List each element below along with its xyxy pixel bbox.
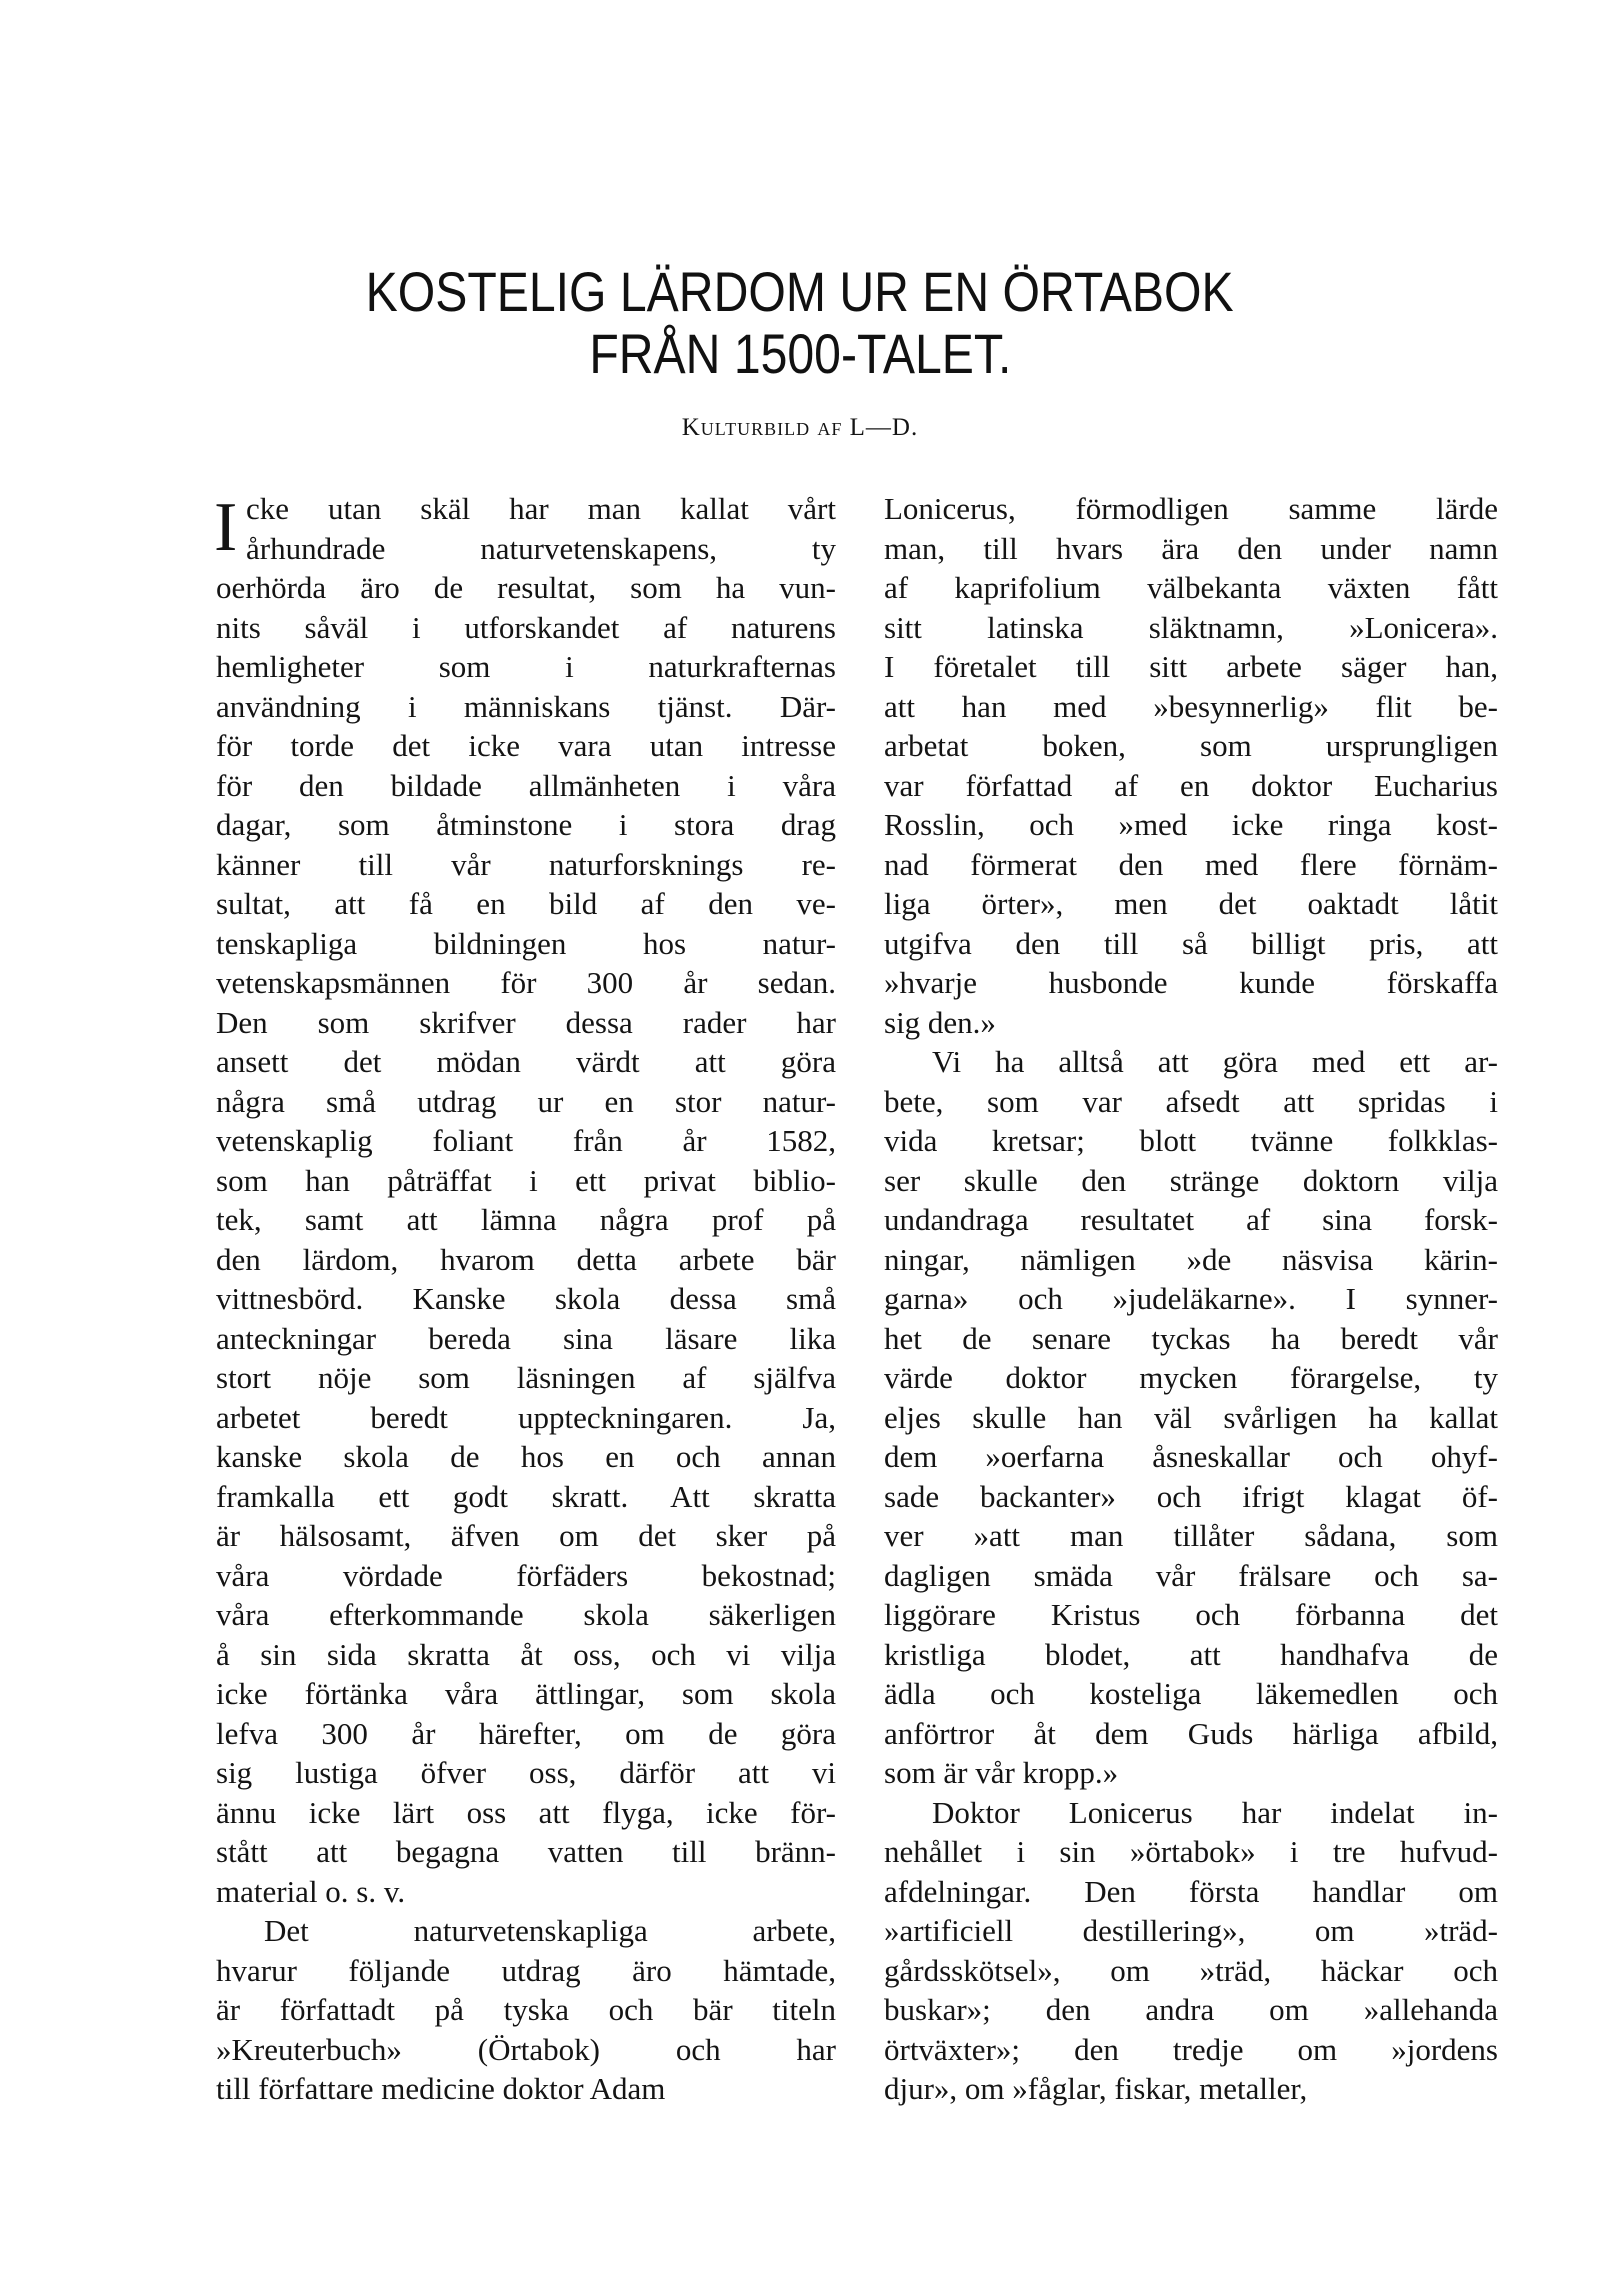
text-line: lefva 300 år härefter, om de göra (216, 1715, 836, 1751)
text-line: kristliga blodet, att handhafva de (884, 1636, 1498, 1672)
text-line: våra vördade förfäders bekostnad; (216, 1557, 836, 1593)
text-line: djur», om »fåglar, fiskar, metaller, (884, 2071, 1308, 2106)
text-line: stort nöje som läsningen af själfva (216, 1360, 836, 1395)
text-line: Doktor Lonicerus har indelat in- (932, 1794, 1498, 1830)
text-line: I företalet till sitt arbete säger han, (884, 649, 1498, 684)
text-line: var författad af en doktor Eucharius (884, 767, 1498, 803)
text-line: gårdsskötsel», om »träd, häckar och (884, 1952, 1498, 1988)
text-line: ansett det mödan värdt att göra (216, 1044, 836, 1079)
text-line: sultat, att få en bild af den ve- (216, 886, 836, 921)
drop-cap: I (214, 489, 238, 566)
text-line: af kaprifolium välbekanta växten fått (884, 570, 1498, 605)
text-line: eljes skulle han väl svårligen ha kallat (884, 1399, 1498, 1435)
text-line: vetenskapsmännen för 300 år sedan. (216, 965, 836, 1000)
text-line: å sin sida skratta åt oss, och vi vilja (216, 1636, 836, 1672)
text-line: den lärdom, hvarom detta arbete bär (216, 1241, 836, 1277)
text-line: ännu icke lärt oss att flyga, icke för- (216, 1794, 836, 1830)
text-line: sig den.» (884, 1004, 996, 1040)
title-text-2: FRÅN 1500-TALET. (589, 322, 1011, 385)
article-title-line-2 (0, 324, 1600, 384)
text-line: sade backanter» och ifrigt klagat öf- (884, 1478, 1498, 1514)
text-line: nits såväl i utforskandet af naturens (216, 609, 836, 645)
text-line: till författare medicine doktor Adam (216, 2071, 666, 2106)
text-line: »artificiell destillering», om »träd- (884, 1913, 1498, 1948)
text-line: oerhörda äro de resultat, som ha vun- (216, 570, 836, 605)
text-line: sitt latinska släktnamn, »Lonicera». (884, 609, 1498, 645)
text-line: att han med »besynnerlig» flit be- (884, 688, 1498, 724)
text-line: våra efterkommande skola säkerligen (216, 1597, 836, 1632)
text-line: kanske skola de hos en och annan (216, 1439, 836, 1474)
text-line: liggörare Kristus och förbanna det (884, 1597, 1498, 1632)
text-line: känner till vår naturforsknings re- (216, 846, 836, 882)
text-line: hvarur följande utdrag äro hämtade, (216, 1952, 836, 1988)
text-line: undandraga resultatet af sina forsk- (884, 1202, 1498, 1237)
text-line: ser skulle den stränge doktorn vilja (884, 1162, 1498, 1198)
text-line: vittnesbörd. Kanske skola dessa små (216, 1281, 836, 1316)
text-line: framkalla ett godt skratt. Att skratta (216, 1478, 836, 1514)
text-line: användning i människans tjänst. Där- (216, 688, 836, 724)
text-line: nad förmerat den med flere förnäm- (884, 846, 1498, 882)
text-line: Lonicerus, förmodligen samme lärde (884, 491, 1498, 526)
text-line: hemligheter som i naturkrafternas (216, 649, 836, 684)
text-line: man, till hvars ära den under namn (884, 530, 1498, 566)
text-line: dagar, som åtminstone i stora drag (216, 807, 836, 842)
text-line: Det naturvetenskapliga arbete, (264, 1913, 836, 1948)
text-line: ädla och kosteliga läkemedlen och (884, 1676, 1498, 1711)
text-line: några små utdrag ur en stor natur- (216, 1083, 836, 1119)
byline: Kulturbild af L—D. (681, 414, 919, 441)
text-line: ningar, nämligen »de näsvisa kärin- (884, 1241, 1498, 1277)
text-line: som är vår kropp.» (884, 1755, 1119, 1790)
text-line: buskar»; den andra om »allehanda (884, 1992, 1498, 2027)
text-line: stått att begagna vatten till bränn- (216, 1834, 836, 1869)
text-line: »hvarje husbonde kunde förskaffa (884, 965, 1498, 1000)
text-line: arbetat boken, som ursprungligen (884, 728, 1498, 763)
text-line: dagligen smäda vår frälsare och sa- (884, 1557, 1498, 1593)
text-line: århundrade naturvetenskapens, ty (246, 530, 836, 566)
text-line: för torde det icke vara utan intresse (216, 728, 836, 763)
text-line: anteckningar bereda sina läsare lika (216, 1320, 836, 1356)
text-line: icke förtänka våra ättlingar, som skola (216, 1676, 836, 1711)
text-line: »Kreuterbuch» (Örtabok) och har (216, 2031, 836, 2067)
text-line: het de senare tyckas ha beredt vår (884, 1320, 1498, 1356)
text-line: Rosslin, och »med icke ringa kost- (884, 807, 1498, 842)
left-column (216, 489, 836, 2109)
title-text-1: KOSTELIG LÄRDOM UR EN ÖRTABOK (366, 260, 1234, 323)
text-line: tenskapliga bildningen hos natur- (216, 925, 836, 961)
text-line: garna» och »judeläkarne». I synner- (884, 1281, 1498, 1316)
text-line: värde doktor mycken förargelse, ty (884, 1360, 1498, 1395)
text-line: vetenskaplig foliant från år 1582, (216, 1123, 836, 1158)
text-line: Vi ha alltså att göra med ett ar- (932, 1044, 1498, 1079)
text-line: Den som skrifver dessa rader har (216, 1004, 836, 1040)
text-line: är hälsosamt, äfven om det sker på (216, 1518, 836, 1553)
text-line: nehållet i sin »örtabok» i tre hufvud- (884, 1834, 1498, 1869)
text-line: dem »oerfarna åsneskallar och ohyf- (884, 1439, 1498, 1474)
text-line: tek, samt att lämna några prof på (216, 1202, 836, 1237)
text-line: afdelningar. Den första handlar om (884, 1873, 1498, 1909)
text-line: liga örter», men det oaktadt låtit (884, 886, 1498, 921)
text-line: sig lustiga öfver oss, därför att vi (216, 1755, 836, 1790)
right-column (884, 489, 1498, 2109)
text-line: bete, som var afsedt att spridas i (884, 1083, 1498, 1119)
text-line: cke utan skäl har man kallat vårt (246, 491, 836, 526)
text-line: utgifva den till så billigt pris, att (884, 925, 1498, 961)
text-line: ver »att man tillåter sådana, som (884, 1518, 1498, 1553)
text-line: som han påträffat i ett privat biblio- (216, 1162, 836, 1198)
text-line: material o. s. v. (216, 1873, 406, 1909)
text-line: vida kretsar; blott tvänne folkklas- (884, 1123, 1498, 1158)
text-line: anförtror åt dem Guds härliga afbild, (884, 1715, 1498, 1751)
text-line: är författadt på tyska och bär titeln (216, 1992, 836, 2027)
text-line: örtväxter»; den tredje om »jordens (884, 2031, 1498, 2067)
article-title-line-1 (0, 262, 1600, 322)
text-line: för den bildade allmänheten i våra (216, 767, 836, 803)
text-line: arbetet beredt uppteckningaren. Ja, (216, 1399, 836, 1435)
